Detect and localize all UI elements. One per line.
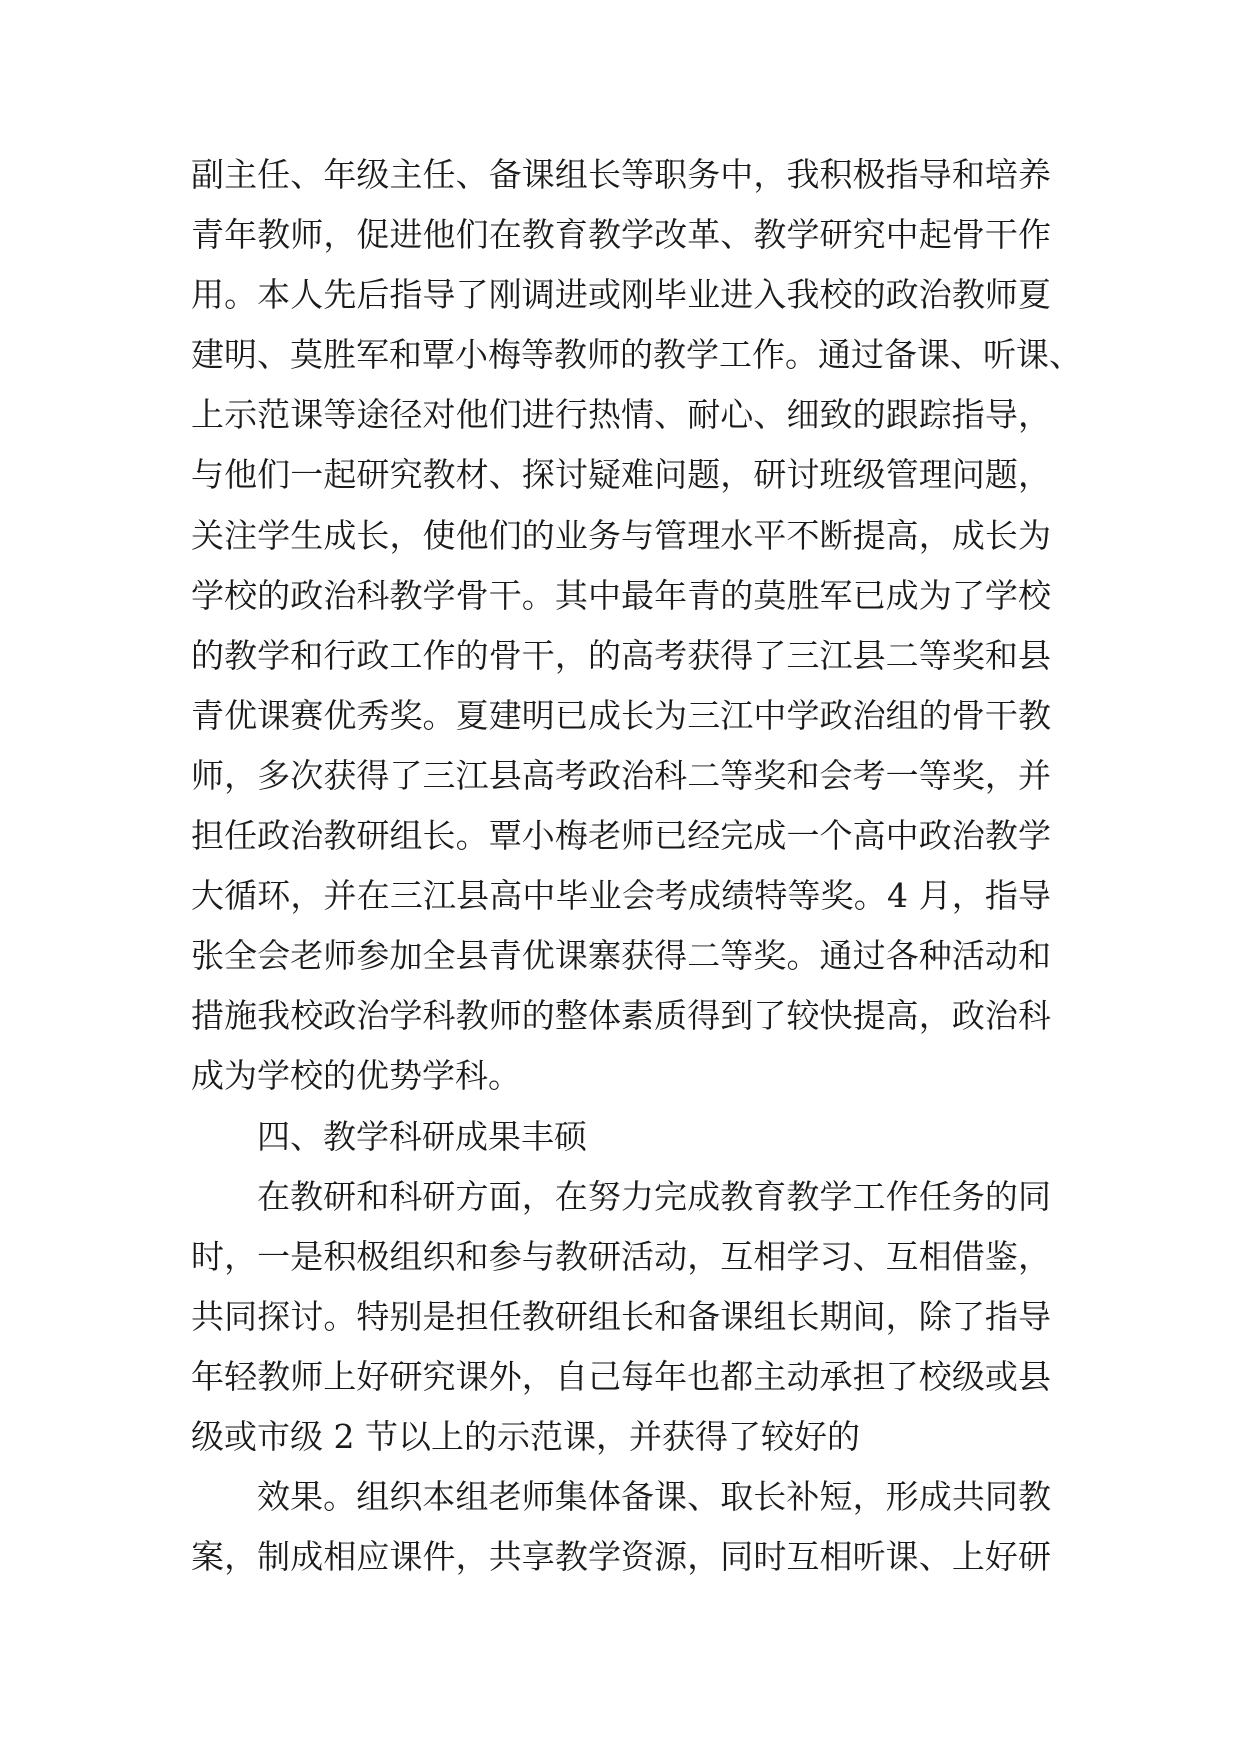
text-line: 与他们一起研究教材、探讨疑难问题，研讨班级管理问题， (191, 455, 1051, 495)
text-line: 学校的政治科教学骨干。其中最年青的莫胜军已成为了学校 (191, 575, 1051, 615)
paragraph-first-line: 在教研和科研方面，在努力完成教育教学工作任务的同 (257, 1176, 1051, 1216)
paragraph-end-line: 级或市级 2 节以上的示范课，并获得了较好的 (191, 1416, 860, 1456)
text-line: 用。本人先后指导了刚调进或刚毕业进入我校的政治教师夏 (191, 275, 1051, 315)
text-line: 的教学和行政工作的骨干，的高考获得了三江县二等奖和县 (191, 635, 1051, 675)
body-text (191, 145, 1082, 1587)
text-line: 担任政治教研组长。覃小梅老师已经完成一个高中政治教学 (191, 816, 1051, 856)
text-line: 副主任、年级主任、备课组长等职务中，我积极指导和培养 (191, 155, 1051, 194)
text-line: 青优课赛优秀奖。夏建明已成长为三江中学政治组的骨干教 (191, 695, 1051, 735)
text-line: 师，多次获得了三江县高考政治科二等奖和会考一等奖，并 (191, 755, 1051, 795)
text-line: 关注学生成长，使他们的业务与管理水平不断提高，成长为 (191, 515, 1051, 555)
text-line: 年轻教师上好研究课外，自己每年也都主动承担了校级或县 (191, 1356, 1051, 1396)
text-line: 上示范课等途径对他们进行热情、耐心、细致的跟踪指导， (191, 395, 1051, 435)
text-line: 大循环，并在三江县高中毕业会考成绩特等奖。4 月，指导 (191, 876, 1051, 916)
text-line: 措施我校政治学科教师的整体素质得到了较快提高，政治科 (191, 996, 1051, 1036)
text-line: 案，制成相应课件，共享教学资源，同时互相听课、上好研 (191, 1537, 1051, 1577)
text-line: 张全会老师参加全县青优课寨获得二等奖。通过各种活动和 (191, 936, 1051, 976)
section-heading: 四、教学科研成果丰硕 (257, 1116, 587, 1156)
paragraph-first-line: 效果。组织本组老师集体备课、取长补短，形成共同教 (257, 1477, 1051, 1517)
text-line: 建明、莫胜军和覃小梅等教师的教学工作。通过备课、听课、 (191, 335, 1082, 375)
text-line: 时，一是积极组织和参与教研活动，互相学习、互相借鉴， (191, 1236, 1051, 1276)
paragraph-end-line: 成为学校的优势学科。 (191, 1056, 521, 1096)
text-line: 共同探讨。特别是担任教研组长和备课组长期间，除了指导 (191, 1296, 1051, 1336)
text-line: 青年教师，促进他们在教育教学改革、教学研究中起骨干作 (191, 215, 1051, 255)
